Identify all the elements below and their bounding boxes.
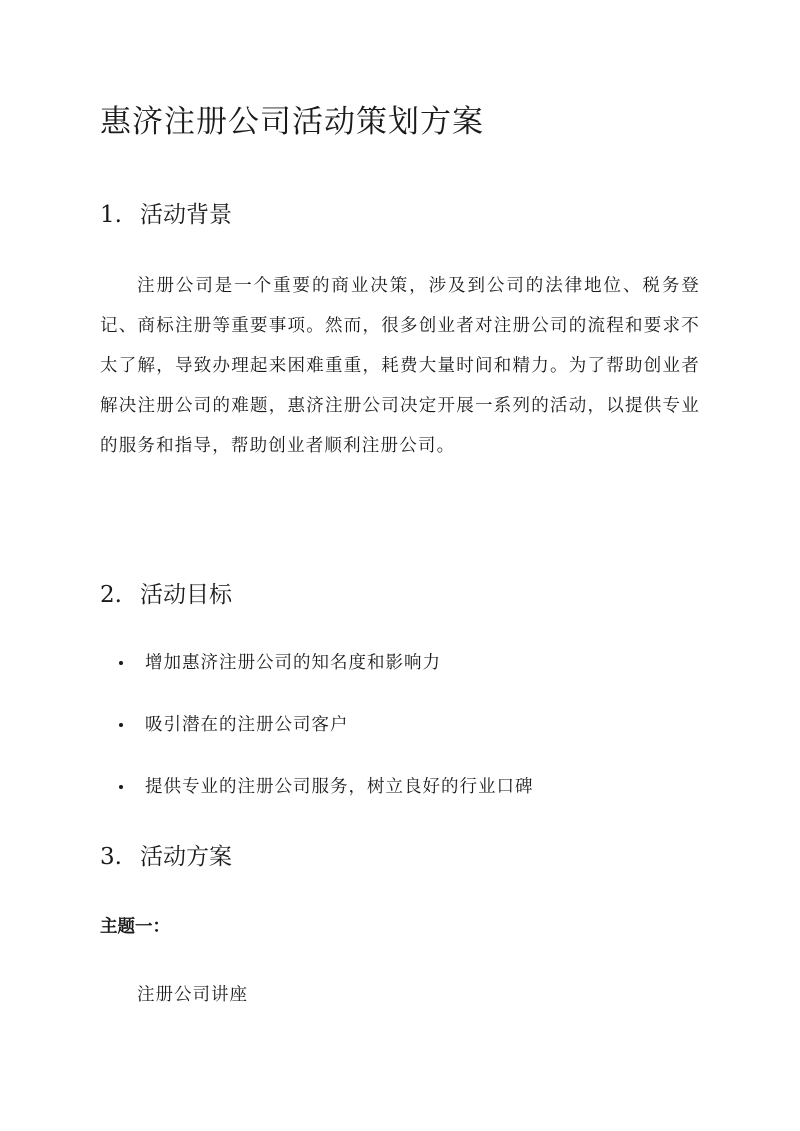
list-item [100, 772, 534, 834]
section-heading-plan [100, 838, 232, 871]
theme-topic: 注册公司讲座 [137, 985, 248, 1005]
section-number: 3. [100, 844, 122, 870]
section-title: 活动背景 [140, 202, 232, 228]
goal-text: 吸引潜在的注册公司客户 [145, 715, 349, 735]
bullet-icon [119, 785, 123, 789]
theme-subheading: 主题一： [100, 917, 170, 937]
section-number: 1. [100, 202, 122, 228]
section-heading-goals [100, 576, 232, 609]
document-title: 惠济注册公司活动策划方案 [100, 104, 484, 140]
section-title: 活动目标 [140, 582, 232, 608]
bullet-icon [119, 723, 123, 727]
section-title: 活动方案 [140, 844, 232, 870]
list-item [100, 648, 534, 710]
background-paragraph: 注册公司是一个重要的商业决策，涉及到公司的法律地位、税务登记、商标注册等重要事项。然而，很多创业者对注册公司的流程和要求不太了解，导致办理起来困难重重，耗费大量时间和精力。为了帮助创业者解决注册公司的难题，惠济注册公司决定开展一系列的活动，以提供专业的服务和指导，帮助创业者顺利注册公司。 [100, 276, 700, 456]
goal-list [100, 648, 534, 834]
goal-text: 提供专业的注册公司服务，树立良好的行业口碑 [145, 777, 534, 797]
section-heading-background [100, 196, 232, 229]
section-number: 2. [100, 582, 122, 608]
goal-text: 增加惠济注册公司的知名度和影响力 [145, 653, 441, 673]
bullet-icon [119, 661, 123, 665]
list-item [100, 710, 534, 772]
